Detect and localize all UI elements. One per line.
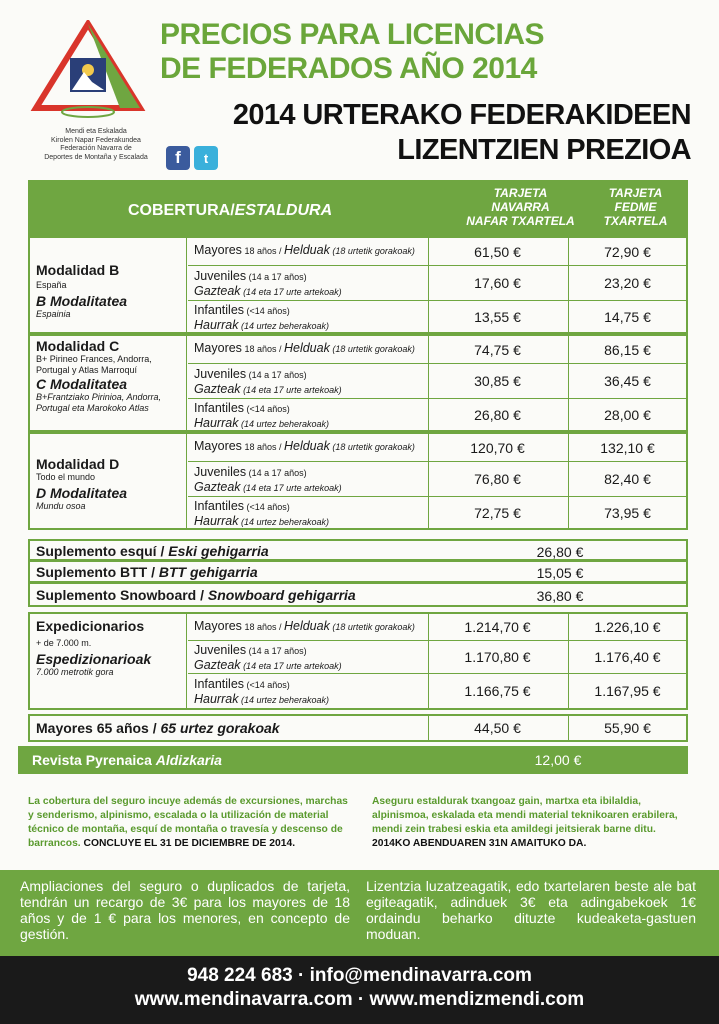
extension-text-es: Ampliaciones del seguro o duplicados de tarjeta, tendrán un recargo de 3€ para los mayores de 18 años y de 1 € para los menores, en concepto de gestión.	[20, 878, 350, 942]
modality-c-block	[28, 334, 688, 432]
supplement-row: Suplemento esquí / Eski gehigarria 26,80 €	[28, 539, 688, 561]
social-links	[166, 146, 218, 170]
extension-text-eu: Lizentzia luzatzeagatik, edo txartelaren beste ale bat egiteagatik, adinduek 3€ eta adingabekoek 1€ ordaindu beharko dituzte kudeaketa-gastuen moduan.	[366, 878, 696, 942]
org-line: Deportes de Montaña y Escalada	[44, 153, 148, 161]
title-es-line: PRECIOS PARA LICENCIAS	[160, 18, 545, 51]
expeditions-block	[28, 612, 688, 710]
twitter-icon[interactable]: t	[194, 146, 218, 170]
magazine-row: Revista Pyrenaica Aldizkaria 12,00 €	[18, 746, 688, 774]
seniors-label: Mayores 65 años / 65 urtez gorakoak	[36, 720, 280, 736]
modality-label: Modalidad D Todo el mundo D Modalitatea Mundu osoa	[36, 456, 128, 511]
table-row: Juveniles (14 a 17 años) Gazteak (14 eta 17 urte artekoak) 1.170,80 € 1.176,40 €	[188, 640, 686, 673]
seniors-values: 44,50 € 55,90 €	[188, 716, 686, 740]
org-line: Federación Navarra de	[60, 145, 132, 152]
extension-note	[0, 870, 719, 956]
modality-b-block	[28, 236, 688, 334]
federation-logo-icon	[28, 20, 148, 120]
org-line: Kirolen Napar Federakundea	[51, 136, 141, 144]
table-row: Juveniles (14 a 17 años) Gazteak (14 eta 17 urte artekoak) 30,85 € 36,45 €	[188, 363, 686, 398]
title-eu-line: LIZENTZIEN PREZIOA	[397, 134, 691, 166]
table-row: Infantiles (<14 años) Haurrak (14 urtez beherakoak) 13,55 € 14,75 €	[188, 300, 686, 332]
coverage-note-es: La cobertura del seguro incuye además de excursiones, marchas y senderismo, alpinismo, escalada o la utilización de material técnico de montaña, esquí de montaña o travesía y descenso de barrancos. CONCLUYE EL 31 DE DICIEMBRE DE 2014.	[28, 796, 348, 849]
organization-name	[26, 128, 166, 162]
title-eu-line: 2014 URTERAKO FEDERAKIDEEN	[232, 99, 691, 131]
table-row: Juveniles (14 a 17 años) Gazteak (14 eta 17 urte artekoak) 17,60 € 23,20 €	[188, 265, 686, 300]
contact-footer	[0, 956, 719, 1024]
table-row: Infantiles (<14 años) Haurrak (14 urtez beherakoak) 1.166,75 € 1.167,95 €	[188, 673, 686, 708]
table-row: Infantiles (<14 años) Haurrak (14 urtez beherakoak) 72,75 € 73,95 €	[188, 496, 686, 528]
title-es-line: DE FEDERADOS AÑO 2014	[160, 52, 537, 85]
contact-line[interactable]: 948 224 683 · info@mendinavarra.com	[187, 965, 532, 986]
col-navarra-header: TARJETA NAVARRA NAFAR TXARTELA	[466, 186, 575, 228]
website-line[interactable]: www.mendinavarra.com · www.mendizmendi.com	[134, 989, 585, 1010]
table-header	[28, 180, 688, 236]
coverage-note-eu: Aseguru estaldurak txangoaz gain, martxa eta ibilaldia, alpinismoa, eskalada eta mendi material teknikoaren erabilera, mendi zein trabesi eskia eta amildegi jeitsierak barne ditu. 2014KO ABENDUAREN 31N AMAITUKO DA.	[372, 796, 678, 849]
modality-d-block	[28, 432, 688, 530]
title-spanish	[160, 18, 544, 86]
table-row: Mayores 18 años / Helduak (18 urtetik gorakoak) 120,70 € 132,10 €	[188, 434, 686, 461]
title-basque	[233, 98, 691, 168]
table-row: Juveniles (14 a 17 años) Gazteak (14 eta 17 urte artekoak) 76,80 € 82,40 €	[188, 461, 686, 496]
seniors-row	[28, 714, 688, 742]
table-row: Mayores 18 años / Helduak (18 urtetik gorakoak) 74,75 € 86,15 €	[188, 336, 686, 363]
supplement-row: Suplemento BTT / BTT gehigarria 15,05 €	[28, 561, 688, 583]
col-fedme-header: TARJETA FEDME TXARTELA	[603, 186, 668, 228]
expeditions-label: Expedicionarios + de 7.000 m. Espedizionarioak 7.000 metrotik gora	[36, 618, 152, 677]
table-row: Mayores 18 años / Helduak (18 urtetik gorakoak) 61,50 € 72,90 €	[188, 238, 686, 265]
facebook-icon[interactable]: f	[166, 146, 190, 170]
modality-label: Modalidad B España B Modalitatea Espainia	[36, 262, 128, 319]
table-row: Mayores 18 años / Helduak (18 urtetik gorakoak) 1.214,70 € 1.226,10 €	[188, 614, 686, 640]
modality-label: Modalidad C B+ Pirineo Frances, Andorra, Portugal y Atlas Marroquí C Modalitatea B+Frantziako Pirinioa, Andorra, Portugal eta Marokoko Atlas	[36, 338, 161, 413]
org-line: Mendi eta Eskalada	[65, 128, 127, 135]
coverage-header: COBERTURA/ESTALDURA	[128, 202, 333, 219]
supplement-row: Suplemento Snowboard / Snowboard gehigarria 36,80 €	[28, 583, 688, 607]
table-row: Infantiles (<14 años) Haurrak (14 urtez beherakoak) 26,80 € 28,00 €	[188, 398, 686, 430]
